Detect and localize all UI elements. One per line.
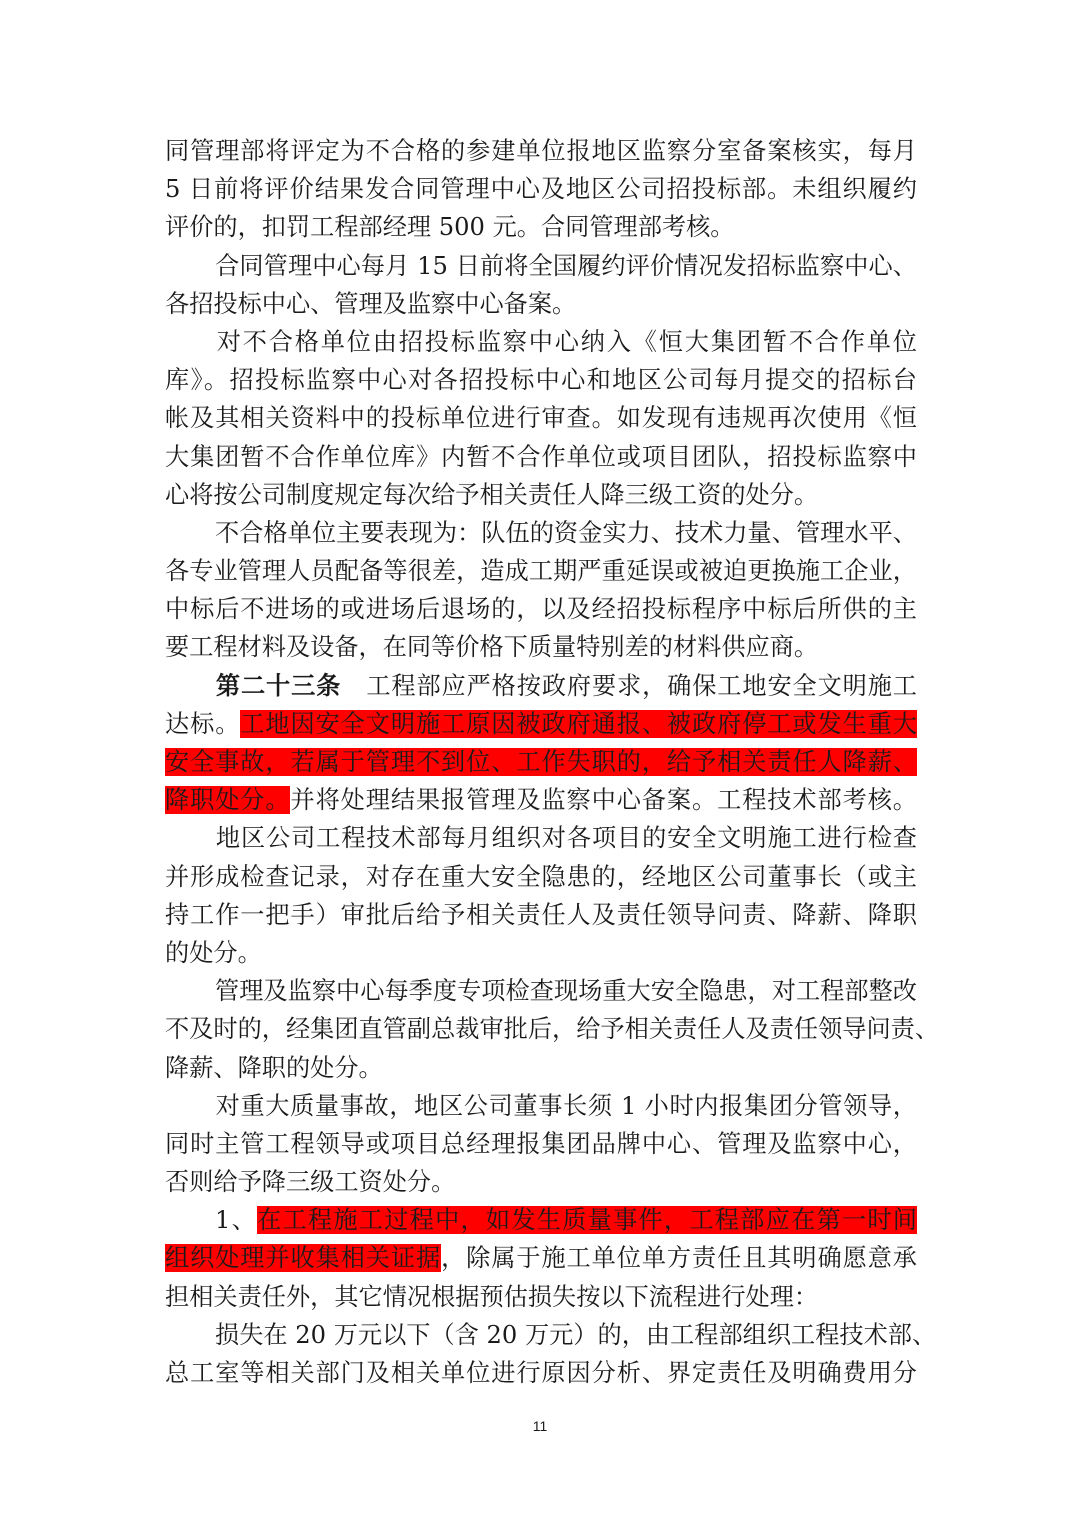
text-segment: 对不合格单位由招投标监察中心纳入《恒大集团暂不合作单位 — [215, 327, 917, 356]
article-heading: 第二十三条 — [215, 670, 342, 700]
text-segment: 不及时的，经集团直管副总裁审批后，给予相关责任人及责任领导问责、 — [165, 1015, 940, 1044]
text-line — [165, 781, 917, 819]
text-segment: 5 日前将评价结果发合同管理中心及地区公司招投标部。未组织履约 — [165, 175, 917, 204]
text-line — [165, 1278, 917, 1316]
text-segment: 担相关责任外，其它情况根据预估损失按以下流程进行处理： — [165, 1282, 819, 1311]
document-body — [165, 132, 940, 1392]
text-line — [165, 552, 917, 590]
text-segment: 同时主管工程领导或项目总经理报集团品牌中心、管理及监察中心， — [165, 1129, 917, 1158]
text-line — [165, 1087, 917, 1125]
text-line — [165, 514, 917, 552]
highlighted-text: 工地因安全文明施工原因被政府通报、被政府停工或发生重大 — [240, 709, 917, 738]
text-line — [165, 1125, 917, 1163]
text-segment: 要工程材料及设备，在同等价格下质量特别差的材料供应商。 — [165, 633, 819, 662]
text-line — [165, 285, 917, 323]
text-line — [165, 1049, 917, 1087]
text-segment: 中标后不进场的或进场后退场的，以及经招投标程序中标后所供的主 — [165, 595, 917, 624]
text-line — [165, 628, 917, 666]
text-segment: 大集团暂不合作单位库》内暂不合作单位或项目团队，招投标监察中 — [165, 442, 917, 471]
text-segment: 各专业管理人员配备等很差，造成工期严重延误或被迫更换施工企业， — [165, 557, 917, 586]
text-line — [165, 819, 917, 857]
text-line — [165, 667, 917, 705]
text-line — [165, 1010, 940, 1048]
text-segment: 帐及其相关资料中的投标单位进行审查。如发现有违规再次使用《恒 — [165, 404, 917, 433]
text-line — [165, 476, 917, 514]
text-line — [165, 858, 917, 896]
text-line — [165, 743, 917, 781]
page-number: 11 — [532, 1418, 548, 1434]
highlighted-text: 降职处分。 — [165, 786, 291, 815]
highlighted-text: 在工程施工过程中，如发生质量事件，工程部应在第一时间 — [257, 1206, 917, 1235]
text-segment: 不合格单位主要表现为：队伍的资金实力、技术力量、管理水平、 — [215, 518, 917, 547]
text-segment: 对重大质量事故，地区公司董事长须 1 小时内报集团分管领导， — [215, 1091, 917, 1120]
text-segment: 达标。 — [165, 709, 241, 738]
text-segment: 各招投标中心、管理及监察中心备案。 — [165, 289, 577, 318]
text-line — [165, 1163, 917, 1201]
text-segment: ，除属于施工单位单方责任且其明确愿意承 — [441, 1244, 917, 1273]
text-segment: 评价的，扣罚工程部经理 500 元。合同管理部考核。 — [165, 213, 735, 242]
text-segment: 降薪、降职的处分。 — [165, 1053, 383, 1082]
text-line — [165, 170, 917, 208]
text-line — [165, 590, 917, 628]
text-segment: 心将按公司制度规定每次给予相关责任人降三级工资的处分。 — [165, 480, 819, 509]
text-line — [165, 896, 917, 934]
highlighted-text: 组织处理并收集相关证据 — [165, 1244, 442, 1273]
text-segment: 的处分。 — [165, 938, 262, 967]
text-line — [165, 1316, 937, 1354]
text-segment: 损失在 20 万元以下（含 20 万元）的，由工程部组织工程技术部、 — [215, 1320, 937, 1349]
text-segment: 库》。招投标监察中心对各招投标中心和地区公司每月提交的招标台 — [165, 366, 917, 395]
text-segment: 并形成检查记录，对存在重大安全隐患的，经地区公司董事长（或主 — [165, 862, 917, 891]
text-segment: 否则给予降三级工资处分。 — [165, 1168, 456, 1197]
text-segment: 总工室等相关部门及相关单位进行原因分析、界定责任及明确费用分 — [165, 1359, 917, 1387]
text-line — [165, 934, 917, 972]
text-line — [165, 705, 917, 743]
text-line — [165, 438, 917, 476]
text-segment: 并将处理结果报管理及监察中心备案。工程技术部考核。 — [290, 786, 917, 815]
text-segment: 地区公司工程技术部每月组织对各项目的安全文明施工进行检查 — [215, 824, 917, 853]
text-line — [165, 132, 917, 170]
text-segment: 同管理部将评定为不合格的参建单位报地区监察分室备案核实，每月 — [165, 137, 917, 165]
text-line — [165, 1354, 917, 1392]
text-segment: 工程部应严格按政府要求，确保工地安全文明施工 — [341, 671, 917, 700]
text-segment: 1、 — [215, 1206, 258, 1235]
text-line — [165, 972, 917, 1010]
text-line — [165, 323, 917, 361]
text-line — [165, 399, 917, 437]
highlighted-text: 安全事故，若属于管理不到位、工作失职的，给予相关责任人降薪、 — [165, 748, 917, 776]
text-line — [165, 247, 917, 285]
text-line — [165, 1239, 917, 1277]
text-segment: 合同管理中心每月 15 日前将全国履约评价情况发招标监察中心、 — [215, 251, 917, 280]
text-line — [165, 361, 917, 399]
text-line — [165, 208, 917, 246]
text-line — [165, 1201, 917, 1239]
text-segment: 持工作一把手）审批后给予相关责任人及责任领导问责、降薪、降职 — [165, 900, 917, 929]
text-segment: 管理及监察中心每季度专项检查现场重大安全隐患，对工程部整改 — [215, 977, 917, 1006]
